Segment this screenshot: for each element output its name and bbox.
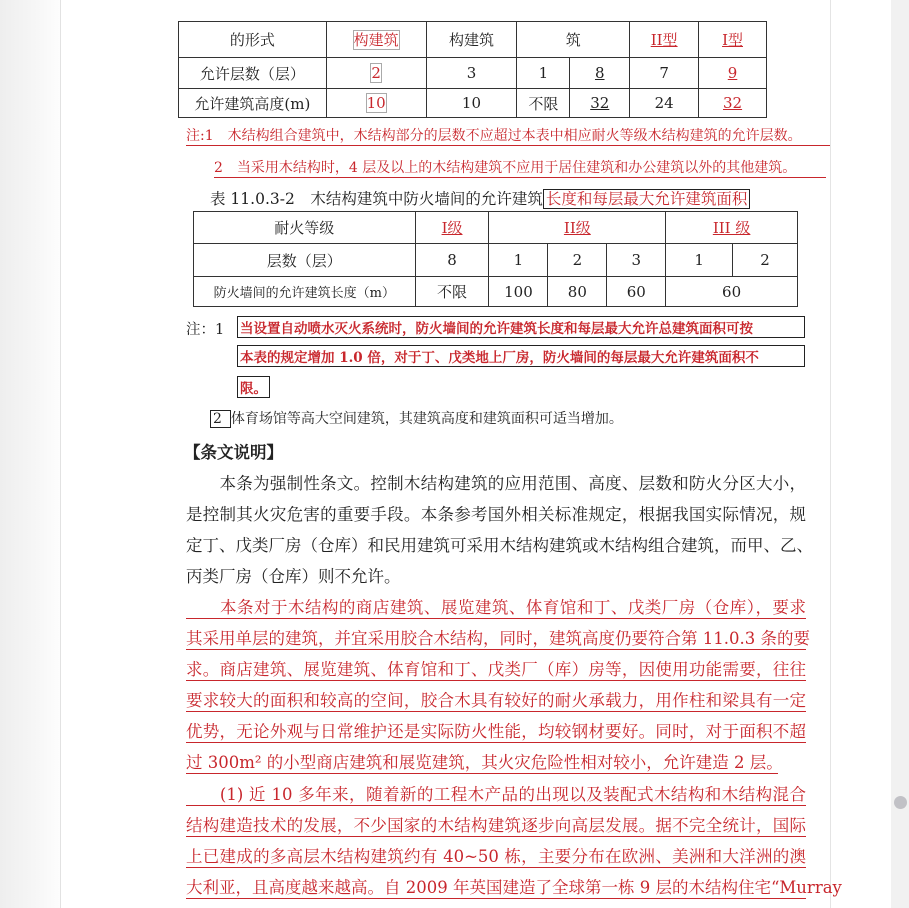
table-firewall-lengths: [193, 211, 798, 307]
cell: 允许层数（层）: [179, 58, 327, 89]
table-row: [194, 212, 798, 244]
note-prefix: 注：1: [186, 322, 225, 338]
cell: 3: [426, 58, 517, 89]
table-row: [179, 22, 767, 58]
table-building-types: [178, 21, 767, 118]
cell: 9: [699, 58, 767, 89]
cell: II级: [489, 212, 666, 244]
scrollbar-thumb[interactable]: [894, 796, 907, 809]
table-note-1: 注:1 木结构组合建筑中，木结构部分的层数不应超过本表中相应耐火等级木结构建筑的允许层数。: [186, 125, 830, 146]
paragraph-line: 结构建造技术的发展，不少国家的木结构建筑逐步向高层发展。据不完全统计，国际: [186, 812, 806, 837]
paragraph-line: 本条对于木结构的商店建筑、展览建筑、体育馆和丁、戊类厂房（仓库），要求: [186, 594, 806, 619]
cell: II型: [630, 22, 699, 58]
cell: 不限: [415, 277, 489, 307]
cell-text: 构建筑: [353, 31, 399, 49]
cell: I级: [415, 212, 489, 244]
paragraph-line: 丙类厂房（仓库）则不允许。: [186, 567, 401, 586]
cell: 不限: [517, 89, 570, 118]
cell: 筑: [517, 22, 630, 58]
table-row: [179, 58, 767, 89]
cell: [326, 22, 426, 58]
paragraph-line: 优势，无论外观与日常维护还是实际防火性能，均较钢材要好。同时，对于面积不超: [186, 718, 806, 743]
note-2-number: 2: [210, 410, 231, 428]
paragraph-line: 其采用单层的建筑，并宜采用胶合木结构，同时，建筑高度仍要符合第 11.0.3 条的要: [186, 625, 806, 650]
cell: 允许建筑高度(m): [179, 89, 327, 118]
cell: 7: [630, 58, 699, 89]
paragraph-line: 求。商店建筑、展览建筑、体育馆和丁、戊类厂（库）房等，因使用功能需要，往往: [186, 656, 806, 681]
cell: 80: [548, 277, 607, 307]
cell: 耐火等级: [194, 212, 416, 244]
paragraph-line: 大利亚，且高度越来越高。自 2009 年英国建造了全球第一栋 9 层的木结构住宅“Murray: [186, 874, 806, 899]
caption-text: 表 11.0.3-2 木结构建筑中防火墙间的允许建筑: [210, 190, 543, 208]
paragraph-line: 上已建成的多高层木结构建筑约有 40~50 栋，主要分布在欧洲、美洲和大洋洲的澳: [186, 843, 806, 868]
cell: 1: [517, 58, 570, 89]
note-2: [210, 408, 623, 428]
cell: 2: [548, 244, 607, 277]
paragraph-line: 是控制其火灾危害的重要手段。本条参考国外相关标准规定，根据我国实际情况，规: [186, 505, 806, 524]
cell: 1: [666, 244, 733, 277]
cell: [326, 89, 426, 118]
cell: 32: [699, 89, 767, 118]
paragraph-line: 要求较大的面积和较高的空间，胶合木具有较好的耐火承载力，用作柱和梁具有一定: [186, 687, 806, 712]
cell: 100: [489, 277, 548, 307]
cell: 32: [570, 89, 630, 118]
table-row: [179, 89, 767, 118]
cell: 构建筑: [426, 22, 517, 58]
cell: 60: [666, 277, 798, 307]
table-note-2: 2 当采用木结构时，4 层及以上的木结构建筑不应用于居住建筑和办公建筑以外的其他建筑。: [214, 157, 826, 178]
paragraph-line: 本条为强制性条文。控制木结构建筑的应用范围、高度、层数和防火分区大小，: [186, 474, 806, 493]
cell: 10: [426, 89, 517, 118]
cell: 2: [733, 244, 798, 277]
cell-text: 10: [366, 94, 386, 112]
cell: III 级: [666, 212, 798, 244]
table-row: [194, 244, 798, 277]
cell: 8: [570, 58, 630, 89]
cell: 60: [607, 277, 666, 307]
cell: 3: [607, 244, 666, 277]
cell-text: 2: [371, 64, 381, 82]
note-1-line: 当设置自动喷水灭火系统时，防火墙间的允许建筑长度和每层最大允许总建筑面积可按: [237, 316, 805, 338]
cell: [326, 58, 426, 89]
cell: 1: [489, 244, 548, 277]
cell: 24: [630, 89, 699, 118]
note-1-line: 本表的规定增加 1.0 倍，对于丁、戊类地上厂房，防火墙间的每层最大允许建筑面积不: [237, 345, 805, 367]
cell: 的形式: [179, 22, 327, 58]
table-row: [194, 277, 798, 307]
caption-boxed-text: 长度和每层最大允许建筑面积: [543, 189, 751, 209]
cell: I型: [699, 22, 767, 58]
cell: 层数（层）: [194, 244, 416, 277]
paragraph-line: 定丁、戊类厂房（仓库）和民用建筑可采用木结构建筑或木结构组合建筑，而甲、乙、: [186, 536, 813, 555]
scrollbar-track[interactable]: [891, 0, 909, 908]
cell: 8: [415, 244, 489, 277]
cell: 防火墙间的允许建筑长度（m）: [194, 277, 416, 307]
paragraph-line: 过 300m² 的小型商店建筑和展览建筑，其火灾危险性相对较小，允许建造 2 层。: [186, 749, 778, 774]
note-1-line: 限。: [237, 376, 270, 398]
section-heading: 【条文说明】: [184, 443, 283, 462]
paragraph-line: (1) 近 10 多年来，随着新的工程木产品的出现以及装配式木结构和木结构混合: [186, 781, 806, 806]
note-2-text: 体育场馆等高大空间建筑，其建筑高度和建筑面积可适当增加。: [230, 411, 623, 427]
table-caption: [210, 187, 750, 209]
viewer-left-gutter: [0, 0, 61, 908]
